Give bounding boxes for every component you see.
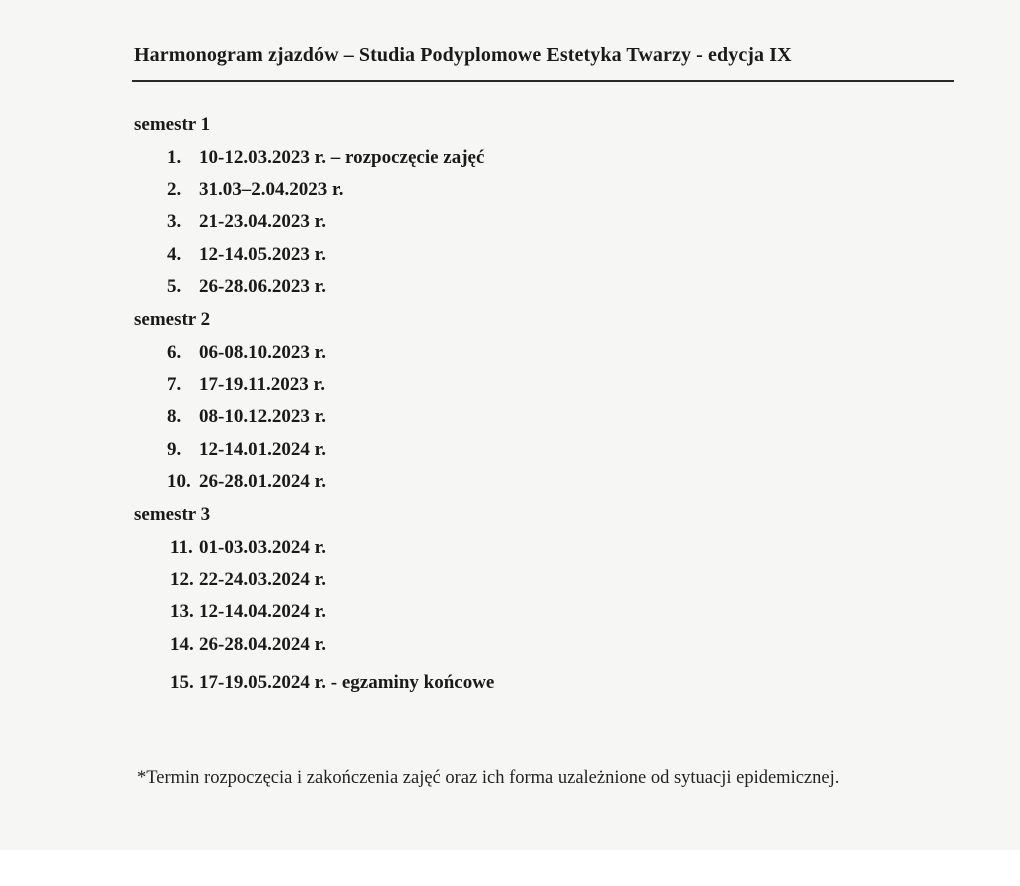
- schedule-item: [167, 439, 326, 461]
- schedule-item: [167, 406, 326, 428]
- item-number: 10.: [167, 471, 191, 492]
- item-number: 13.: [170, 601, 194, 622]
- footnote: *Termin rozpoczęcia i zakończenia zajęć oraz ich forma uzależnione od sytuacji epidemicznej.: [137, 768, 840, 788]
- semester-heading-2: semestr 2: [134, 309, 211, 330]
- item-number: 6.: [167, 342, 182, 363]
- item-number: 8.: [167, 406, 182, 427]
- schedule-item: [167, 342, 326, 364]
- schedule-item: [167, 471, 326, 493]
- item-number: 12.: [170, 569, 194, 590]
- schedule-item: [167, 374, 325, 396]
- semester-heading-3: semestr 3: [134, 504, 211, 525]
- item-number: 9.: [167, 439, 182, 460]
- item-number: 1.: [167, 147, 182, 168]
- schedule-item: [170, 634, 326, 656]
- schedule-item: [167, 244, 326, 266]
- item-date: 31.03–2.04.2023 r.: [199, 179, 344, 200]
- item-number: 4.: [167, 244, 182, 265]
- item-date: 21-23.04.2023 r.: [199, 211, 327, 232]
- item-number: 15.: [170, 672, 194, 693]
- item-number: 3.: [167, 211, 182, 232]
- item-number: 7.: [167, 374, 182, 395]
- item-date: 26-28.04.2024 r.: [199, 634, 327, 655]
- item-date: 06-08.10.2023 r.: [199, 342, 327, 363]
- item-date: 12-14.01.2024 r.: [199, 439, 327, 460]
- semester-heading-1: semestr 1: [134, 114, 211, 135]
- schedule-item: [167, 179, 343, 201]
- item-date: 26-28.01.2024 r.: [199, 471, 327, 492]
- schedule-item: [170, 537, 326, 559]
- schedule-item: [170, 601, 326, 623]
- title-underline: [132, 80, 954, 82]
- item-number: 5.: [167, 276, 182, 297]
- schedule-item: [170, 672, 494, 694]
- item-number: 14.: [170, 634, 194, 655]
- schedule-item: [167, 276, 326, 298]
- item-number: 11.: [170, 537, 193, 558]
- schedule-item: [170, 569, 326, 591]
- page-bottom-margin: [0, 850, 1020, 886]
- item-date: 10-12.03.2023 r. – rozpoczęcie zajęć: [199, 147, 485, 168]
- item-date: 26-28.06.2023 r.: [199, 276, 327, 297]
- schedule-item: [167, 147, 484, 169]
- schedule-item: [167, 211, 326, 233]
- item-date: 01-03.03.2024 r.: [199, 537, 327, 558]
- item-number: 2.: [167, 179, 182, 200]
- item-date: 22-24.03.2024 r.: [199, 569, 327, 590]
- item-date: 08-10.12.2023 r.: [199, 406, 327, 427]
- document-title: Harmonogram zjazdów – Studia Podyplomowe Estetyka Twarzy - edycja IX: [134, 44, 792, 66]
- item-date: 17-19.11.2023 r.: [199, 374, 325, 395]
- item-date: 12-14.04.2024 r.: [199, 601, 327, 622]
- item-date: 12-14.05.2023 r.: [199, 244, 327, 265]
- item-date: 17-19.05.2024 r. - egzaminy końcowe: [199, 672, 495, 693]
